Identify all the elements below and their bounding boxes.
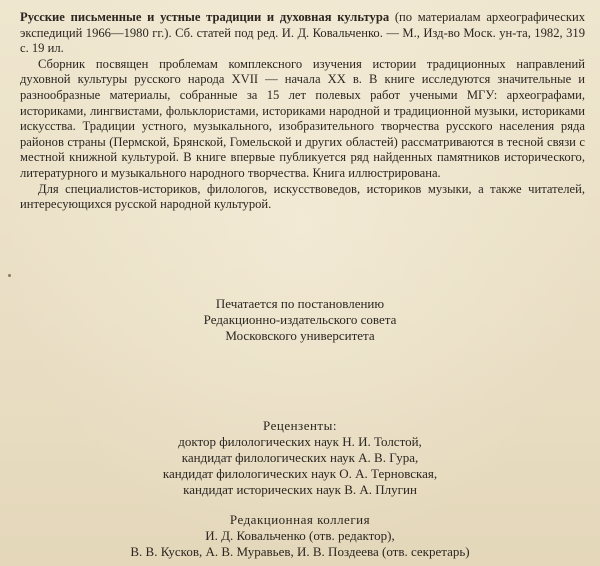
reviewer-line: доктор филологических наук Н. И. Толстой, bbox=[178, 434, 422, 449]
annotation-bibliographic-paragraph bbox=[20, 10, 585, 57]
annotation-block bbox=[20, 10, 585, 213]
editorial-board-block bbox=[0, 512, 600, 560]
reviewer-line: кандидат филологических наук О. А. Терновская, bbox=[162, 466, 438, 481]
imprint-line: Московского университета bbox=[225, 328, 375, 343]
reviewer-line: кандидат исторических наук В. А. Плугин bbox=[183, 482, 417, 497]
editorial-heading: Редакционная коллегия bbox=[229, 512, 371, 527]
imprint-notice bbox=[0, 296, 600, 344]
reviewers-heading: Рецензенты: bbox=[263, 418, 337, 433]
book-title: Русские письменные и устные традиции и духовная культура bbox=[20, 10, 390, 24]
reviewer-line: кандидат филологических наук А. В. Гура, bbox=[181, 450, 419, 465]
reviewers-block bbox=[0, 418, 600, 498]
imprint-line: Редакционно-издательского совета bbox=[203, 312, 397, 327]
editorial-line: В. В. Кусков, А. В. Муравьев, И. В. Поздеева (отв. секретарь) bbox=[130, 544, 470, 559]
editorial-line: И. Д. Ковальченко (отв. редактор), bbox=[205, 528, 395, 543]
bibliographic-details: (по материалам археографических экспедиций 1966—1980 гг.). Сб. статей под ред. И. Д. Ковальченко. — М., Изд-во Моск. ун-та, 1982, 319 с. 19 ил. bbox=[20, 10, 586, 56]
annotation-description: Сборник посвящен проблемам комплексного изучения истории традиционных направлений духовной культуры русского народа XVII — начала XX в. В книге исследуются значительные и разнообразные материалы, собранные за 15 лет полевых работ учеными МГУ: археографами, историками, лингвистами, фольклористами, историками народной и традиционной музыки, историками искусства. Традиции устного, музыкального, изобразительного творчества русского населения ряда районов страны (Пермской, Брянской, Гомельской и других областей) рассматриваются в тесной связи с местной книжной культурой. В книге впервые публикуется ряд найденных памятников исторического, литературного и музыкального народного творчества. Книга иллюстрирована. bbox=[20, 56, 585, 180]
page-speck bbox=[8, 274, 11, 277]
imprint-line: Печатается по постановлению bbox=[215, 296, 385, 311]
annotation-audience: Для специалистов-историков, филологов, искусствоведов, историков музыки, а также читателей, интересующихся русской народной культурой. bbox=[20, 181, 585, 212]
